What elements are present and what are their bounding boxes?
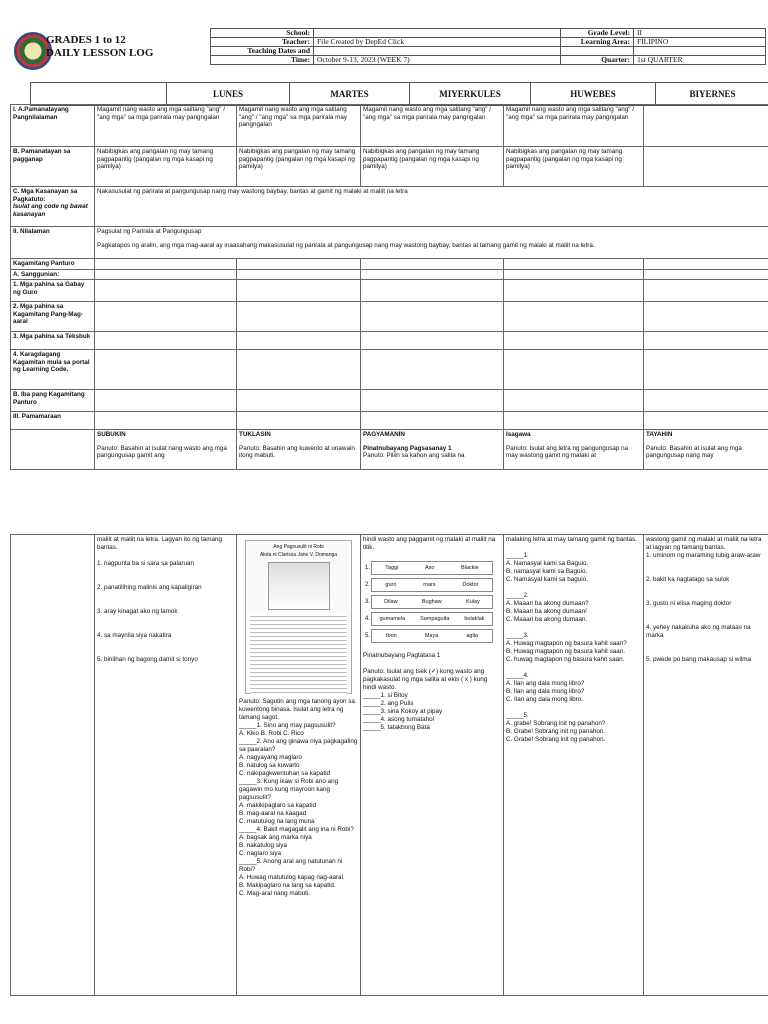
tayahin-title: TAYAHIN (646, 431, 673, 438)
nilalaman-label: II. Nilalaman (11, 227, 95, 259)
pagganap-miyerkules: Nabibigkas ang pangalan ng may tamang pagpapantig (pangalan ng mga kasapi ng pamilya) (361, 147, 504, 187)
area-label: Learning Area: (561, 38, 634, 47)
miyerkules-continuation (361, 535, 504, 996)
lesson-table (10, 104, 768, 470)
days-header (30, 82, 768, 106)
sanggunian-label: A. Sanggunian: (11, 269, 95, 280)
word-box-item (363, 561, 501, 575)
day-lunes: LUNES (166, 83, 289, 105)
story-illustration (268, 562, 330, 610)
teksbuk-label: 3. Mga pahina sa Teksbuk (11, 332, 95, 350)
lunes-continuation: maliit at maliit na letra. Lagyan ito ng tamang bantas. 1. nagpunta ba si sara sa palaruan 2. panatilihing malinis ang kapaligiran 3. aray kinagat ako ng lamok 4. sa maynila siya nakatira 5. binilhan ng bagong damit si tonyo (95, 535, 237, 996)
word-box-list (363, 561, 501, 643)
day-miyerkules: MIYERKULES (409, 83, 530, 105)
quarter-value: 1st QUARTER (634, 56, 766, 65)
word-box-word: mars (423, 582, 436, 588)
proc-miyerkules (361, 430, 504, 470)
subukin-title: SUBUKIN (97, 431, 126, 438)
quarter-label: Quarter: (561, 56, 634, 65)
day-martes: MARTES (289, 83, 409, 105)
miyerkules-top: hindi wasto ang paggamit ng malaki at maliit na titik. (363, 536, 496, 551)
kasanayan-label: C. Mga Kasanayan sa Pagkatuto: (13, 188, 78, 203)
nilalaman-text-1: Pagsulat ng Parirala at Pangungusap (97, 228, 202, 235)
pamantayang-huwebes: Magamit nang wasto ang mga salitang "ang" / "ang mga" sa mga parirala may pangngalan (504, 105, 644, 147)
school-label: School: (211, 29, 314, 38)
proc-martes (237, 430, 361, 470)
word-box-item (363, 578, 501, 592)
day-huwebes: HUWEBES (530, 83, 655, 105)
proc-biyernes (644, 430, 768, 470)
word-box-item (363, 612, 501, 626)
dates-label-1: Teaching Dates and (211, 47, 314, 56)
pagtatasa-block: Pinatnubayang Pagtatasa 1 Panuto: Isulat ang tsek (✓) kung wasto ang pagkakasulat ng mga salita at ekis ( x ) kung hindi wasto. _____1. si Bitoy _____2. ang Pulis _____3. sina Kokoy at pipay _____4. asong tumatahol _____5. tatakbong Bata (363, 652, 488, 731)
pamantayang-martes: Magamit nang wasto ang mga salitang "ang" / "ang mga" sa mga parirala may pangngalan (237, 105, 361, 147)
word-box-word: Sampaguita (420, 616, 450, 622)
pagyamanin-text: Panuto: Piliin sa kahon ang salita na (363, 452, 465, 459)
isagawa-title: Isagawa (506, 431, 531, 438)
pagganap-huwebes: Nabibigkas ang pangalan ng may tamang pagpapantig (pangalan ng mga kasapi ng pamilya) (504, 147, 644, 187)
word-box-number: 2. (365, 582, 371, 588)
info-table (210, 28, 766, 65)
word-box-number: 3. (365, 599, 371, 605)
kagamitang-pang-label: 2. Mga pahina sa Kagamitang Pang-Mag-aaral (11, 302, 95, 332)
word-box-word: Ibon (386, 633, 397, 639)
isagawa-text: Panuto: Isulat ang letra ng pangungusap na may wastong gamit ng malaki at (506, 444, 629, 459)
pagganap-lunes: Nabibigkas ang pangalan ng may tamang pagpapantig (pangalan ng mga kasapi ng pamilya) (95, 147, 237, 187)
word-box-row (371, 578, 493, 592)
subukin-text: Panuto: Basahin at isulat nang wasto ang mga pangungusap gamit ang (97, 444, 227, 459)
word-box-item (363, 595, 501, 609)
pagganap-martes: Nabibigkas ang pangalan ng may tamang pagpapantig (pangalan ng mga kasapi ng pamilya) (237, 147, 361, 187)
pagganap-label: B. Pamanatayan sa pagganap (11, 147, 95, 187)
teacher-value: File Created by DepEd Click (314, 38, 561, 47)
word-box-word: agila (466, 633, 478, 639)
proc-lunes (95, 430, 237, 470)
word-box-word: bulaklak (464, 616, 485, 622)
word-box-word: Blackie (460, 565, 479, 571)
kagamitan-label: Kagamitang Panturo (11, 259, 95, 270)
pamamaraan-label: III. Pamamaraan (11, 412, 95, 430)
pagyamanin-sub: Pinatnubayang Pagsasanay 1 (363, 444, 452, 452)
tayahin-text: Panuto: Basahin at isulat ang mga pangungusap nang may (646, 444, 742, 459)
karagdagang-label: 4. Karagdagang Kagamitan mula sa portal ng Learning Code. (11, 350, 95, 390)
biyernes-continuation: wastong gamit ng malaki at maliit na letra at lagyan ng tamang bantas. 1. uminom ng maraming tubig araw-araw 2. bakit ka nagtatago sa sulok 3. gusto ni elisa maging doktor 4. yehey nakakuha ako ng mataas na marka 5. pwede po bang makausap si wilma (644, 535, 768, 996)
page-1 (0, 0, 768, 480)
word-box-word: Dilaw (384, 599, 398, 605)
area-value: FILIPINO (634, 38, 766, 47)
word-box-number: 1. (365, 565, 371, 571)
word-box-item (363, 629, 501, 643)
pamantayang-miyerkules: Magamit nang wasto ang mga salitang "ang" / "ang mga" sa mga parirala may pangngalan (361, 105, 504, 147)
word-box-number: 4. (365, 616, 371, 622)
title-line-1: GRADES 1 to 12 (46, 34, 126, 46)
teacher-label: Teacher: (211, 38, 314, 47)
iba-label: B. Iba pang Kagamitang Panturo (11, 390, 95, 412)
pamantayang-lunes: Magamit nang wasto ang mga salitang "ang" / "ang mga" sa mga parirala may pangngalan (95, 105, 237, 147)
pamantayang-label: I. A.Pamanatayang Pangnilalaman (11, 105, 95, 147)
word-box-row (371, 561, 493, 575)
huwebes-continuation: malaking letra at may tamang gamit ng bantas. _____1. A. Namasyal kami sa Baguio. B. namasyal kami sa Baguio. C. Namasyal kami sa baguio. _____2. A. Maaari ba akong dumaan? B. Maaari ba akong dumaan! C. Maaari ba akong dumaan. _____3. A. Huwag magtapon ng basura kahit saan? B. Huwag magtapon ng basura kahit saan. C. huwag magtapon ng basura kahit saan. _____4. A. Ilan ang dala mong libro? B. Ilan ang dala mong libro? C. Ilan ang dala mong libro. _____5. A. grabe! Sobrang init ng panahon? B. Grabe! Sobrang init ng panahon. C. Grabe! Sobrang init ng panahon. (504, 535, 644, 996)
title-line-2: DAILY LESSON LOG (46, 47, 154, 59)
word-box-word: Doktor (462, 582, 479, 588)
story-author: Akda ni Clarissa Jane V. Domanga (259, 552, 338, 558)
word-box-word: Maya (424, 633, 439, 639)
page-2 (0, 528, 768, 1024)
kasanayan-cell (11, 187, 95, 227)
story-title: Ang Pagsusulit ni Robi (273, 544, 324, 550)
gabay-label: 1. Mga pahina sa Gabay ng Guro (11, 280, 95, 302)
word-box-word: Bughaw (421, 599, 442, 605)
word-box-word: guro (385, 582, 397, 588)
continuation-table (10, 534, 768, 996)
word-box-number: 5. (365, 633, 371, 639)
day-biyernes: BIYERNES (655, 83, 768, 105)
word-box-word: gumamela (379, 616, 406, 622)
tuklasin-title: TUKLASIN (239, 431, 271, 438)
grade-label: Grade Level: (561, 29, 634, 38)
martes-questions: Panuto: Sagutin ang mga tanong ayon sa kuwentong binasa. Isulat ang letra ng tamang sagot. _____1. Sino ang may pagsusulit? A. Kiko B. Robi C. Rico _____2. Ano ang ginawa niya pagkagaling sa paaralan? A. nagyayang maglaro B. natulog sa kuwarto C. nakipagkwentuhan sa kapatid _____3. Kung ikaw si Robi ano ang gagawin mo kung mayroon kang pagsusulit? A. makikipaglaro sa kapatid B. mag-aaral na kaagad C. matutulog na lang muna _____4. Bakit magagalit ang ina ni Robi? A. bagsak ang marka niya B. nakatulog siya C. naglaro siya _____5. Anong aral ang natutunan ni Robi? A. Huwag matutulog kapag nag-aaral. B. Makipaglaro na lang sa kapatid. C. Mag-aral nang mabuti. (239, 698, 358, 897)
word-box-word: Taggi (385, 565, 399, 571)
word-box-row (371, 612, 493, 626)
page-gap (0, 480, 768, 528)
nilalaman-cell (95, 227, 768, 259)
martes-continuation (237, 535, 361, 996)
story-text-lines (250, 613, 347, 695)
word-box-row (371, 629, 493, 643)
dates-value: October 9-13, 2023 (WEEK 7) (314, 56, 561, 65)
kasanayan-sub: Isulat ang code ng bawat kasanayan (13, 203, 88, 218)
pagyamanin-title: PAGYAMANIN (363, 431, 405, 438)
word-box-word: Kulay (466, 599, 480, 605)
grade-value: II (634, 29, 766, 38)
word-box-row (371, 595, 493, 609)
word-box-word: Aso (424, 565, 435, 571)
story-page-image (245, 540, 352, 694)
kasanayan-text: Nakasusulat ng parirala at pangungusap nang may wastong baybay, bantas at gamit ng malaki at maliit na letra (95, 187, 768, 227)
dates-label-2: Time: (211, 56, 314, 65)
proc-huwebes (504, 430, 644, 470)
tuklasin-text: Panuto: Basahin ang kuwento at unawain itong mabuti. (239, 444, 355, 459)
nilalaman-text-2: Pagkatapos ng aralin, ang mga mag-aaral ay inaasahang makasusulat ng parirala at pangungusap nang may wastong baybay, bantas at tamang gamit ng malaki at maliit na letra. (97, 241, 595, 249)
